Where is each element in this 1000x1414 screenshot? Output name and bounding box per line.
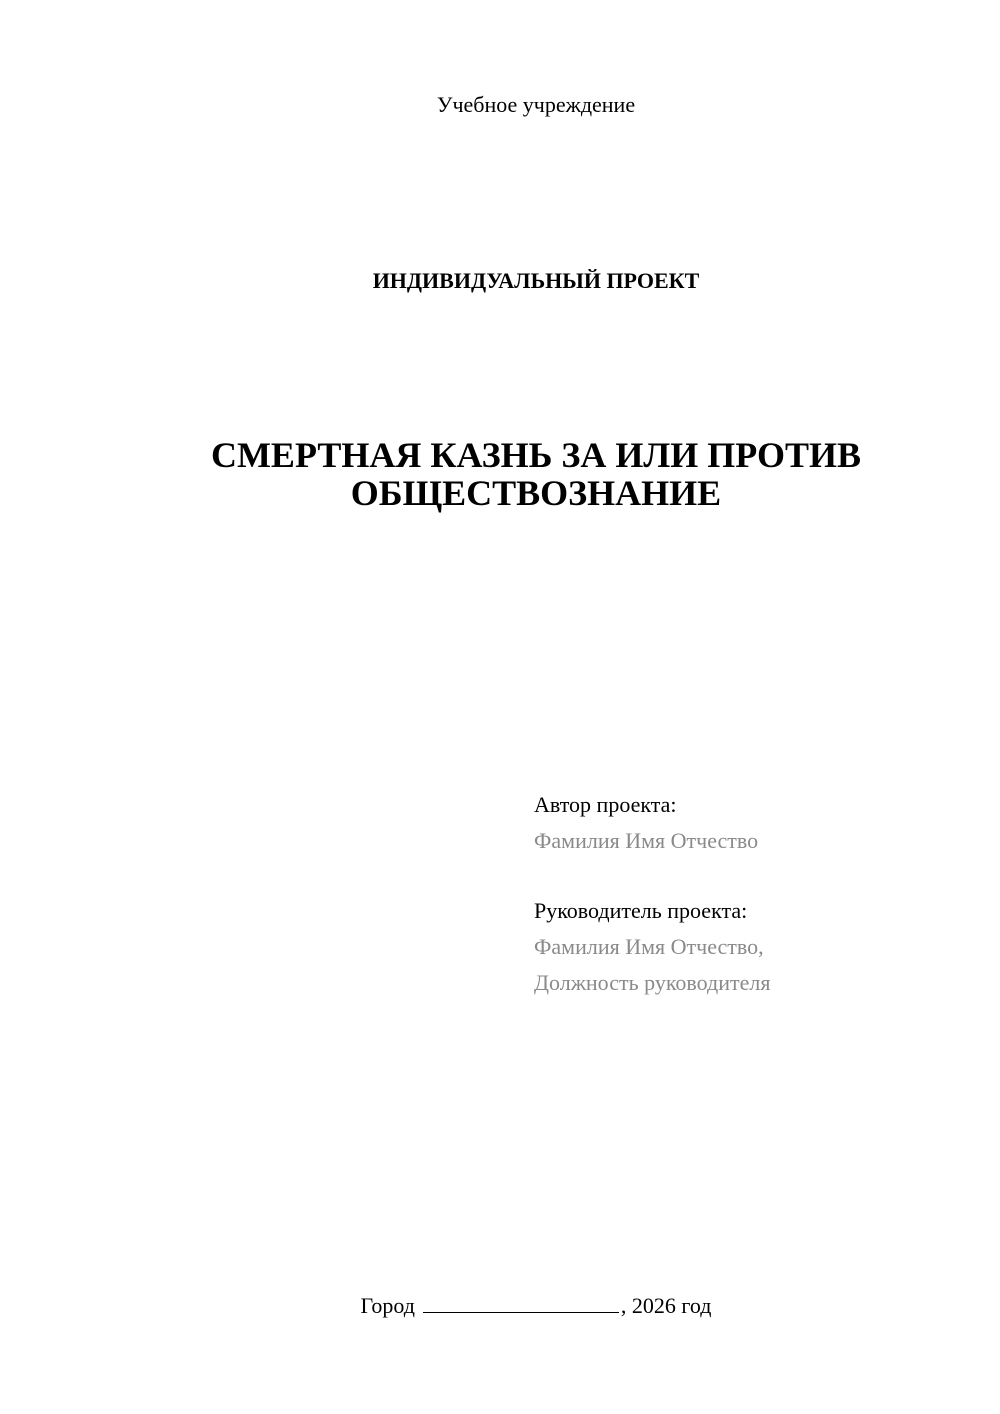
year-text: , 2026 год: [620, 1293, 712, 1318]
project-title-line-1: СМЕРТНАЯ КАЗНЬ ЗА ИЛИ ПРОТИВ: [210, 435, 862, 475]
supervisor-label: Руководитель проекта:: [534, 898, 748, 923]
project-info: [534, 787, 974, 1001]
city-year-footer: [0, 1290, 1000, 1321]
author-name: Фамилия Имя Отчество: [534, 828, 759, 853]
city-label: Город: [360, 1293, 415, 1318]
institution-name: Учебное учреждение: [436, 92, 636, 117]
project-title-line-2: ОБЩЕСТВОЗНАНИЕ: [350, 473, 722, 513]
supervisor-position: Должность руководителя: [534, 970, 771, 995]
document-type: ИНДИВИДУАЛЬНЫЙ ПРОЕКТ: [372, 268, 700, 293]
project-title: [0, 436, 1000, 512]
supervisor-name: Фамилия Имя Отчество,: [534, 934, 764, 959]
city-blank-line: [423, 1290, 619, 1313]
author-label: Автор проекта:: [534, 792, 677, 817]
info-spacer: [534, 859, 974, 893]
